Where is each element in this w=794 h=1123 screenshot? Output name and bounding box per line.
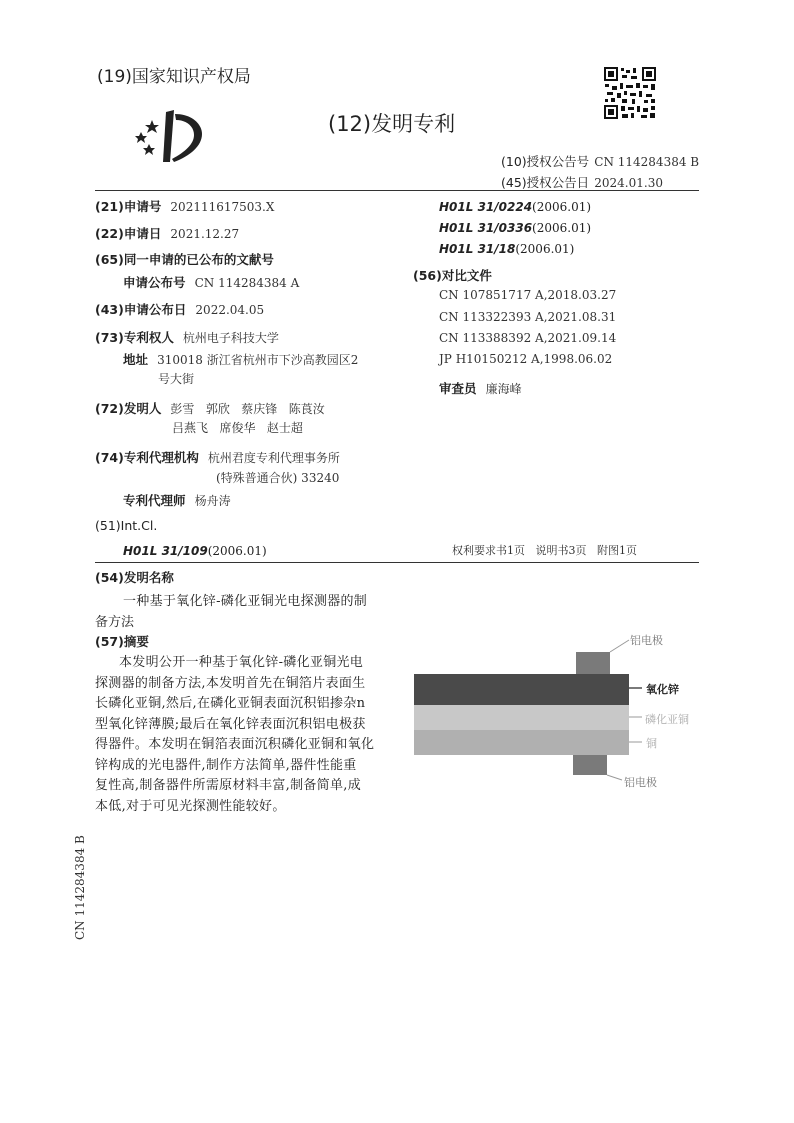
cnipa-logo-icon xyxy=(130,108,206,166)
citations-label: (56)对比文件 xyxy=(413,268,492,283)
ipc-version: (2006.01) xyxy=(532,200,592,214)
ipc-version: (2006.01) xyxy=(515,242,575,256)
device-structure-diagram xyxy=(408,628,708,798)
grant-number-row xyxy=(501,151,699,170)
address-label: 地址 xyxy=(123,352,149,367)
publication-number: CN 114284384 A xyxy=(194,276,300,290)
section-divider xyxy=(95,562,699,563)
application-date: 2021.12.27 xyxy=(170,227,240,241)
abstract-line: 长磷化亚铜,然后,在磷化亚铜表面沉积铝掺杂n xyxy=(95,696,366,711)
abstract-line: 复性高,制备器件所需原材料丰富,制备简单,成 xyxy=(95,778,361,793)
abstract-line: 得器件。本发明在铜箔表面沉积磷化亚铜和氧化 xyxy=(95,737,375,752)
agency-row xyxy=(95,447,340,466)
inventors-line-1: 彭雪 郭欣 蔡庆锋 陈莨汝 xyxy=(170,402,325,416)
top-electrode-label: 铝电极 xyxy=(630,634,663,647)
invention-title-line-1: 一种基于氧化锌-磷化亚铜光电探测器的制 xyxy=(123,594,368,609)
address-line-1: 310018 浙江省杭州市下沙高教园区2 xyxy=(157,353,359,367)
agent: 杨舟涛 xyxy=(194,494,231,508)
citation-item: CN 107851717 A,2018.03.27 xyxy=(439,288,617,302)
patentee-row xyxy=(95,327,279,346)
pages-info: 权利要求书1页 说明书3页 附图1页 xyxy=(452,544,637,557)
examiner-label: 审查员 xyxy=(439,381,477,396)
bottom-electrode-leader xyxy=(607,775,622,780)
inventors-label: (72)发明人 xyxy=(95,401,162,416)
publication-number-label: 申请公布号 xyxy=(123,275,186,290)
application-date-label: (22)申请日 xyxy=(95,226,162,241)
citation-item: JP H10150212 A,1998.06.02 xyxy=(439,352,613,366)
abstract-text xyxy=(95,653,387,817)
cu3p-layer xyxy=(414,705,629,730)
examiner-row xyxy=(439,378,522,397)
citation-item: CN 113322393 A,2021.08.31 xyxy=(439,310,617,324)
grant-date-label: (45)授权公告日 xyxy=(501,175,590,190)
ipc-code: H01L 31/0224 xyxy=(439,200,533,214)
application-date-row xyxy=(95,223,239,242)
grant-number: CN 114284384 B xyxy=(594,155,700,169)
agent-label: 专利代理师 xyxy=(123,493,186,508)
top-electrode-leader xyxy=(610,640,629,652)
cu-layer xyxy=(414,730,629,755)
invention-title-line-2: 备方法 xyxy=(95,615,135,630)
intcl-version: (2006.01) xyxy=(207,544,267,558)
ipc-row-1 xyxy=(439,196,591,215)
invention-title-label: (54)发明名称 xyxy=(95,570,174,585)
ipc-version: (2006.01) xyxy=(532,221,592,235)
document-kind: (12)发明专利 xyxy=(328,112,456,136)
published-document-label: (65)同一申请的已公布的文献号 xyxy=(95,252,274,267)
top-electrode-block xyxy=(576,652,610,674)
grant-number-label: (10)授权公告号 xyxy=(501,154,590,169)
publication-date-label: (43)申请公布日 xyxy=(95,302,187,317)
ipc-row-3 xyxy=(439,238,574,257)
abstract-label: (57)摘要 xyxy=(95,634,149,649)
agency-label: (74)专利代理机构 xyxy=(95,450,199,465)
agency-line-1: 杭州君度专利代理事务所 xyxy=(207,451,340,465)
bottom-electrode-label: 铝电极 xyxy=(624,776,657,789)
application-number: 202111617503.X xyxy=(170,200,275,214)
intcl-row xyxy=(123,540,267,559)
publication-date: 2022.04.05 xyxy=(195,303,265,317)
qr-code xyxy=(603,66,657,120)
application-number-row xyxy=(95,196,274,215)
inventors-line-2: 吕燕飞 席俊华 赵士超 xyxy=(172,421,303,435)
ipc-row-2 xyxy=(439,217,591,236)
zno-layer xyxy=(414,674,629,705)
office-name: (19)国家知识产权局 xyxy=(97,67,251,87)
ipc-code: H01L 31/0336 xyxy=(439,221,533,235)
abstract-line: 本发明公开一种基于氧化锌-磷化亚铜光电 xyxy=(119,655,364,670)
agency-line-2: (特殊普通合伙) 33240 xyxy=(216,471,340,485)
ipc-code: H01L 31/18 xyxy=(439,242,516,256)
publication-date-row xyxy=(95,299,264,318)
zno-label: 氧化锌 xyxy=(646,683,679,696)
header-divider xyxy=(95,190,699,191)
cu-label: 铜 xyxy=(646,737,657,750)
application-number-label: (21)申请号 xyxy=(95,199,162,214)
intcl-code: H01L 31/109 xyxy=(123,544,208,558)
abstract-line: 型氧化锌薄膜;最后在氧化锌表面沉积铝电极获 xyxy=(95,716,366,732)
patentee-label: (73)专利权人 xyxy=(95,330,174,345)
abstract-line: 探测器的制备方法,本发明首先在铜箔片表面生 xyxy=(95,675,366,691)
patentee: 杭州电子科技大学 xyxy=(182,331,279,345)
grant-date: 2024.01.30 xyxy=(594,176,663,190)
cu3p-label: 磷化亚铜 xyxy=(645,713,689,726)
grant-date-row xyxy=(501,172,663,191)
abstract-line: 本低,对于可见光探测性能较好。 xyxy=(95,798,286,814)
inventors-row xyxy=(95,398,325,417)
examiner-name: 廉海峰 xyxy=(485,382,522,396)
abstract-line: 锌构成的光电器件,制作方法简单,器件性能重 xyxy=(95,757,357,773)
agent-row xyxy=(123,490,231,509)
bottom-electrode-block xyxy=(573,755,607,775)
side-publication-number: CN 114284384 B xyxy=(73,835,87,940)
publication-number-row xyxy=(123,272,299,291)
citation-item: CN 113388392 A,2021.09.14 xyxy=(439,331,617,345)
intcl-label: (51)Int.Cl. xyxy=(95,518,158,533)
address-line-2: 号大街 xyxy=(158,372,195,386)
address-row xyxy=(123,349,358,368)
